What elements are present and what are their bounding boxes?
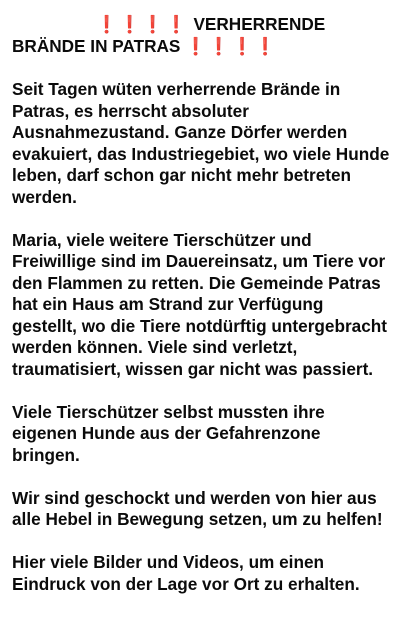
paragraph-3: Viele Tierschützer selbst mussten ihre eigenen Hunde aus der Gefahrenzone bringen. — [12, 401, 325, 465]
exclamation-icon: ❗❗❗❗ — [96, 15, 189, 34]
paragraph-5: Hier viele Bilder und Videos, um einen Eindruck von der Lage vor Ort zu erhalten. — [12, 552, 360, 594]
headline-text: VERHERRENDE BRÄNDE IN PATRAS — [12, 14, 326, 56]
paragraph-2: Maria, viele weitere Tierschützer und Freiwillige sind im Dauereinsatz, um Tiere vor den Flammen zu retten. Die Gemeinde Patras hat ein Haus am Strand zur Verfügung gestellt, wo die Tiere notdürftig untergebracht werden können. Viele sind verletzt, traumatisiert, wissen gar nicht was passiert. — [12, 229, 387, 379]
paragraph-1: Seit Tagen wüten verherrende Brände in Patras, es herrscht absoluter Ausnahmezustand. Ganze Dörfer werden evakuiert, das Industriegebiet, wo viele Hunde leben, darf schon gar nicht mehr betreten werden. — [12, 79, 390, 207]
exclamation-icon: ❗❗❗❗ — [185, 36, 278, 56]
paragraph-4: Wir sind geschockt und werden von hier aus alle Hebel in Bewegung setzen, um zu helfen! — [12, 487, 383, 529]
post-body — [12, 14, 390, 617]
post-headline — [12, 14, 390, 57]
